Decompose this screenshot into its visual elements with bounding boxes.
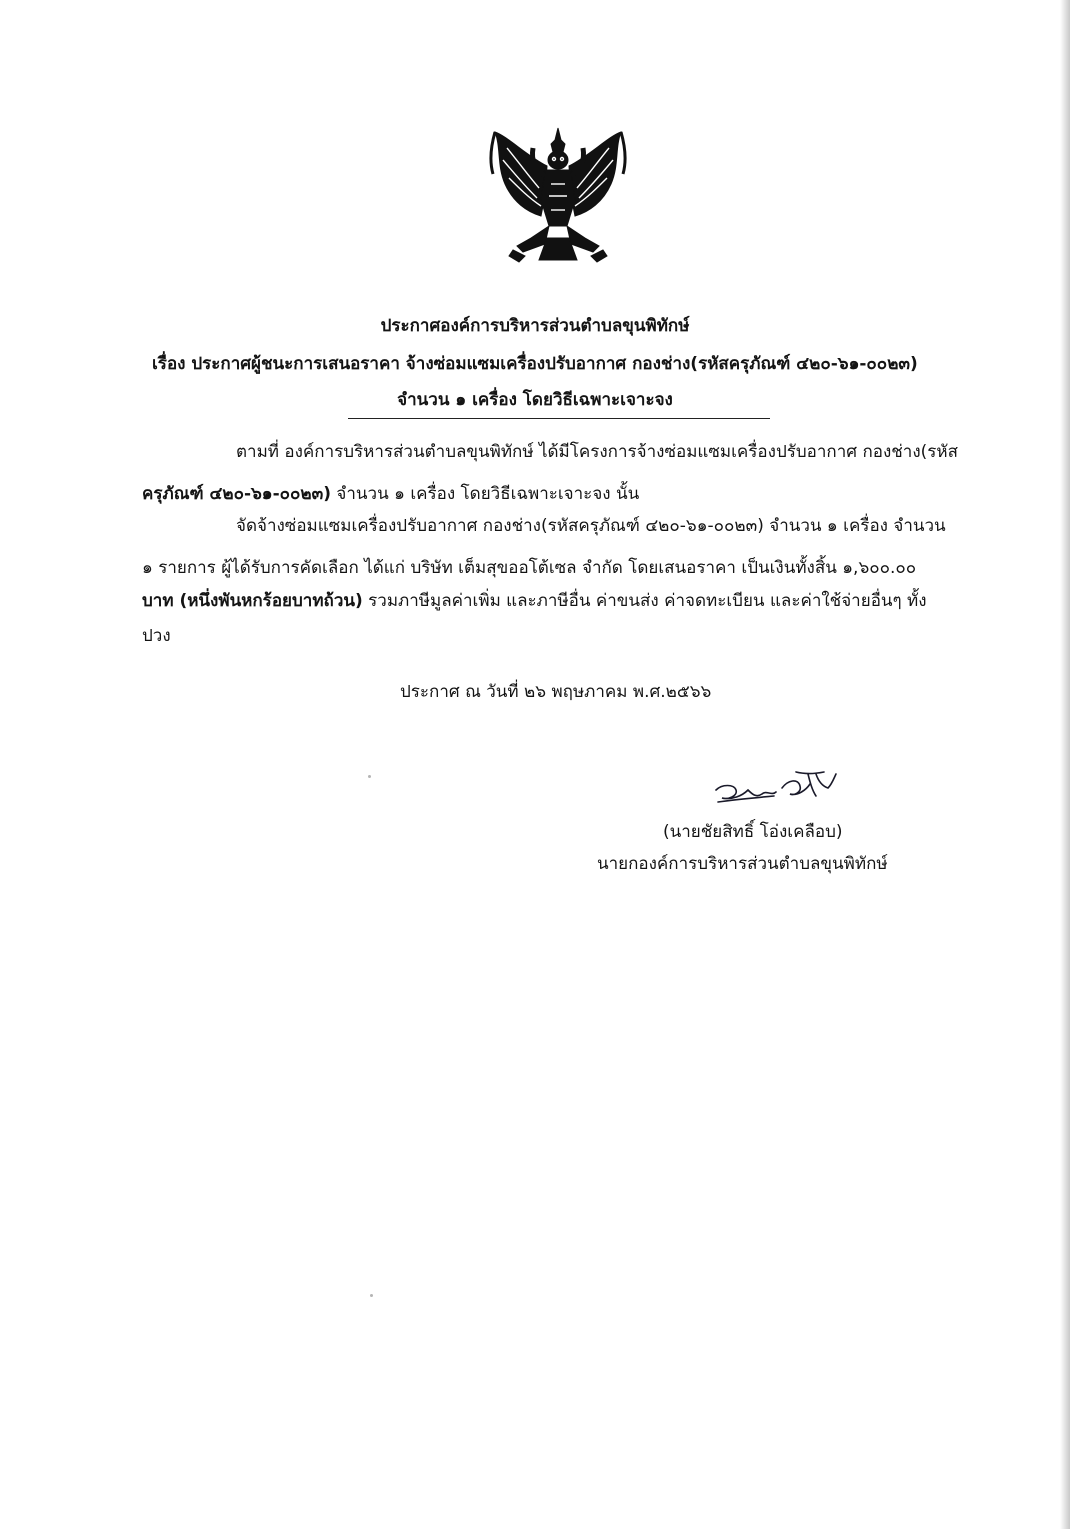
- paragraph-2-line-4: ปวง: [142, 626, 171, 646]
- paragraph-2-line-3-rest: รวมภาษีมูลค่าเพิ่ม และภาษีอื่น ค่าขนส่ง ค่าจดทะเบียน และค่าใช้จ่ายอื่นๆ ทั้ง: [362, 591, 927, 611]
- amount-in-words-bold: บาท (หนึ่งพันหกร้อยบาทถ้วน): [142, 591, 363, 611]
- garuda-emblem-icon: [487, 126, 629, 264]
- scan-edge-shadow: [1060, 0, 1070, 1529]
- asset-code-bold: ครุภัณฑ์ ๔๒๐-๖๑-๐๐๒๓): [142, 484, 332, 504]
- scan-speck: [368, 775, 371, 778]
- signatory-position: นายกองค์การบริหารส่วนตำบลขุนพิทักษ์: [597, 854, 888, 874]
- announcement-date: ประกาศ ณ วันที่ ๒๖ พฤษภาคม พ.ศ.๒๕๖๖: [400, 682, 712, 702]
- subject-label: เรื่อง: [152, 354, 186, 374]
- paragraph-1-line-2-rest: จำนวน ๑ เครื่อง โดยวิธีเฉพาะเจาะจง นั้น: [331, 484, 640, 504]
- paragraph-2-line-1: จัดจ้างซ่อมแซมเครื่องปรับอากาศ กองช่าง(รหัสครุภัณฑ์ ๔๒๐-๖๑-๐๐๒๓) จำนวน ๑ เครื่อง จำนวน: [236, 516, 946, 536]
- subject-text: ประกาศผู้ชนะการเสนอราคา จ้างซ่อมแซมเครื่องปรับอากาศ กองช่าง(รหัสครุภัณฑ์ ๔๒๐-๖๑-๐๐๒๓): [191, 354, 918, 374]
- scan-speck: [370, 1294, 373, 1297]
- paragraph-2-line-2: ๑ รายการ ผู้ได้รับการคัดเลือก ได้แก่ บริษัท เต็มสุขออโต้เซล จำกัด โดยเสนอราคา เป็นเงินทั้งสิ้น ๑,๖๐๐.๐๐: [142, 558, 917, 578]
- announcement-title: ประกาศองค์การบริหารส่วนตำบลขุนพิทักษ์: [380, 316, 690, 336]
- paragraph-2-line-3: [142, 589, 927, 613]
- subject-line: [152, 352, 918, 376]
- handwritten-signature: [712, 768, 842, 810]
- signatory-name: (นายชัยสิทธิ์ โอ่งเคลือบ): [663, 822, 843, 842]
- title-divider: [348, 418, 770, 419]
- subject-line-2: จำนวน ๑ เครื่อง โดยวิธีเฉพาะเจาะจง: [397, 390, 673, 410]
- paragraph-1-line-1: ตามที่ องค์การบริหารส่วนตำบลขุนพิทักษ์ ได้มีโครงการจ้างซ่อมแซมเครื่องปรับอากาศ กองช่าง(รหัส: [236, 442, 958, 462]
- paragraph-1-line-2: [142, 482, 639, 506]
